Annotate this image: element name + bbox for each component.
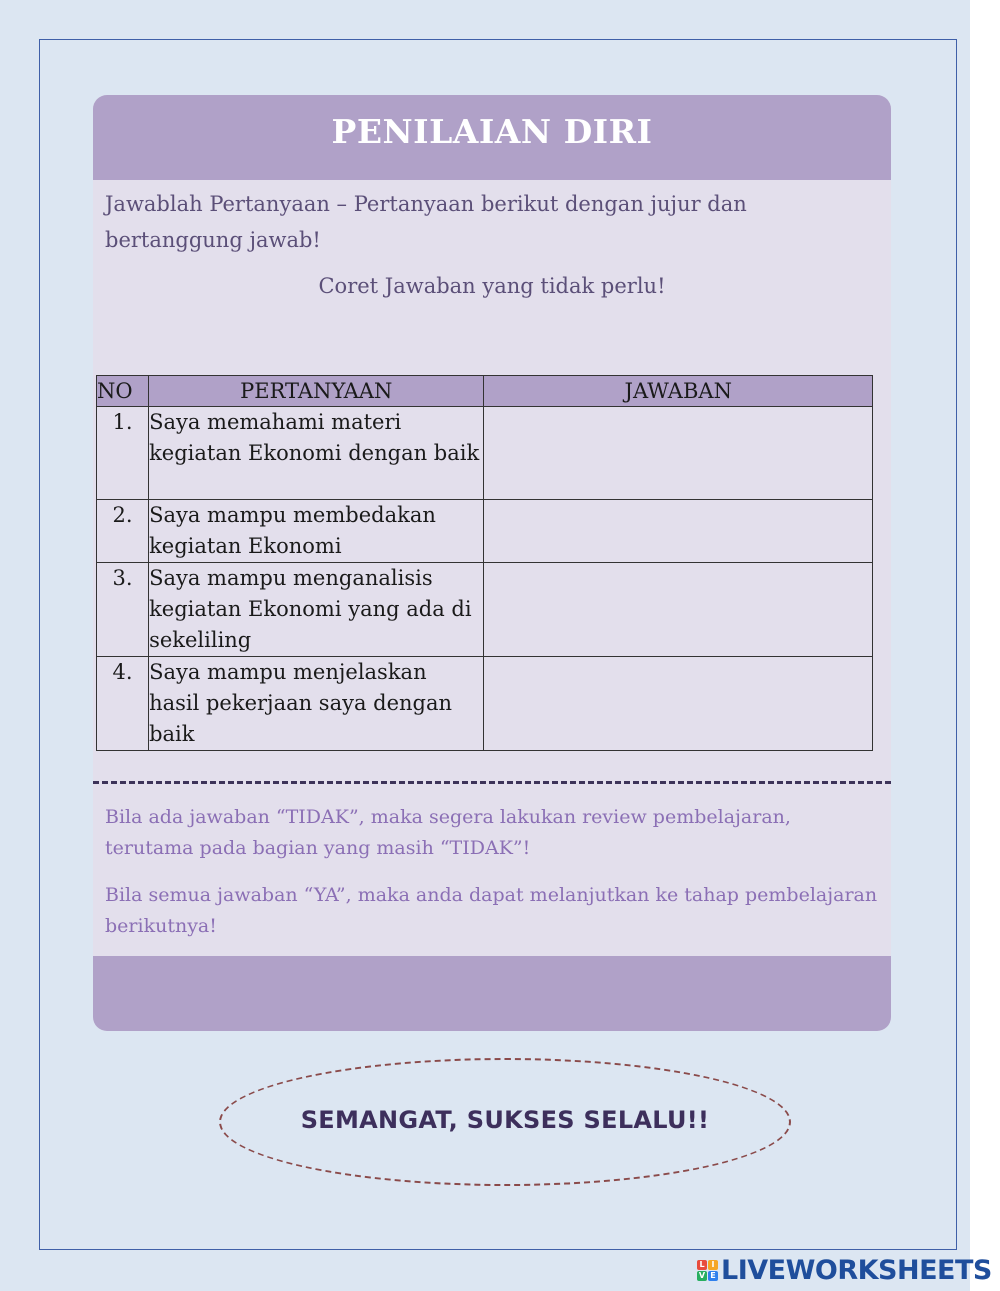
intro-text: Jawablah Pertanyaan – Pertanyaan berikut dengan jujur dan bertanggung jawab! xyxy=(105,192,747,252)
slogan-text: SEMANGAT, SUKSES SELALU!! xyxy=(300,1106,710,1134)
row-question: Saya mampu menganalisis kegiatan Ekonomi yang ada di sekeliling xyxy=(149,563,484,657)
header-question: PERTANYAAN xyxy=(149,376,484,407)
table-row xyxy=(97,407,873,500)
note-ya: Bila semua jawaban “YA”, maka anda dapat melanjutkan ke tahap pembelajaran berikutnya! xyxy=(105,884,878,937)
row-number: 2. xyxy=(97,500,149,563)
card-header xyxy=(93,95,891,180)
logo-letter: E xyxy=(708,1271,718,1281)
assessment-table xyxy=(96,375,873,751)
liveworksheets-brand[interactable] xyxy=(697,1254,992,1286)
dashed-divider xyxy=(93,781,891,784)
row-question: Saya mampu membedakan kegiatan Ekonomi xyxy=(149,500,484,563)
row-question: Saya mampu menjelaskan hasil pekerjaan saya dengan baik xyxy=(149,657,484,751)
slogan-ellipse xyxy=(219,1058,791,1186)
liveworksheets-logo-icon xyxy=(697,1260,718,1281)
table-row xyxy=(97,563,873,657)
note-tidak: Bila ada jawaban “TIDAK”, maka segera lakukan review pembelajaran, terutama pada bagian yang masih “TIDAK”! xyxy=(105,806,791,859)
self-assessment-card xyxy=(93,95,891,1031)
logo-letter: L xyxy=(697,1260,707,1270)
table-row xyxy=(97,657,873,751)
logo-letter: V xyxy=(698,1270,706,1280)
answer-cell[interactable] xyxy=(484,500,873,563)
answer-cell[interactable] xyxy=(484,657,873,751)
header-answer: JAWABAN xyxy=(484,376,873,407)
card-footer xyxy=(93,956,891,1031)
table-header-row xyxy=(97,376,873,407)
row-number: 1. xyxy=(97,407,149,500)
card-title: PENILAIAN DIRI xyxy=(331,112,653,151)
answer-cell[interactable] xyxy=(484,407,873,500)
row-number: 3. xyxy=(97,563,149,657)
row-question: Saya memahami materi kegiatan Ekonomi dengan baik xyxy=(149,407,484,500)
logo-letter: I xyxy=(708,1260,718,1270)
instruction-text: Coret Jawaban yang tidak perlu! xyxy=(318,274,666,298)
brand-name: LIVEWORKSHEETS xyxy=(721,1254,992,1286)
answer-cell[interactable] xyxy=(484,563,873,657)
table-row xyxy=(97,500,873,563)
row-number: 4. xyxy=(97,657,149,751)
header-no: NO xyxy=(97,376,149,407)
